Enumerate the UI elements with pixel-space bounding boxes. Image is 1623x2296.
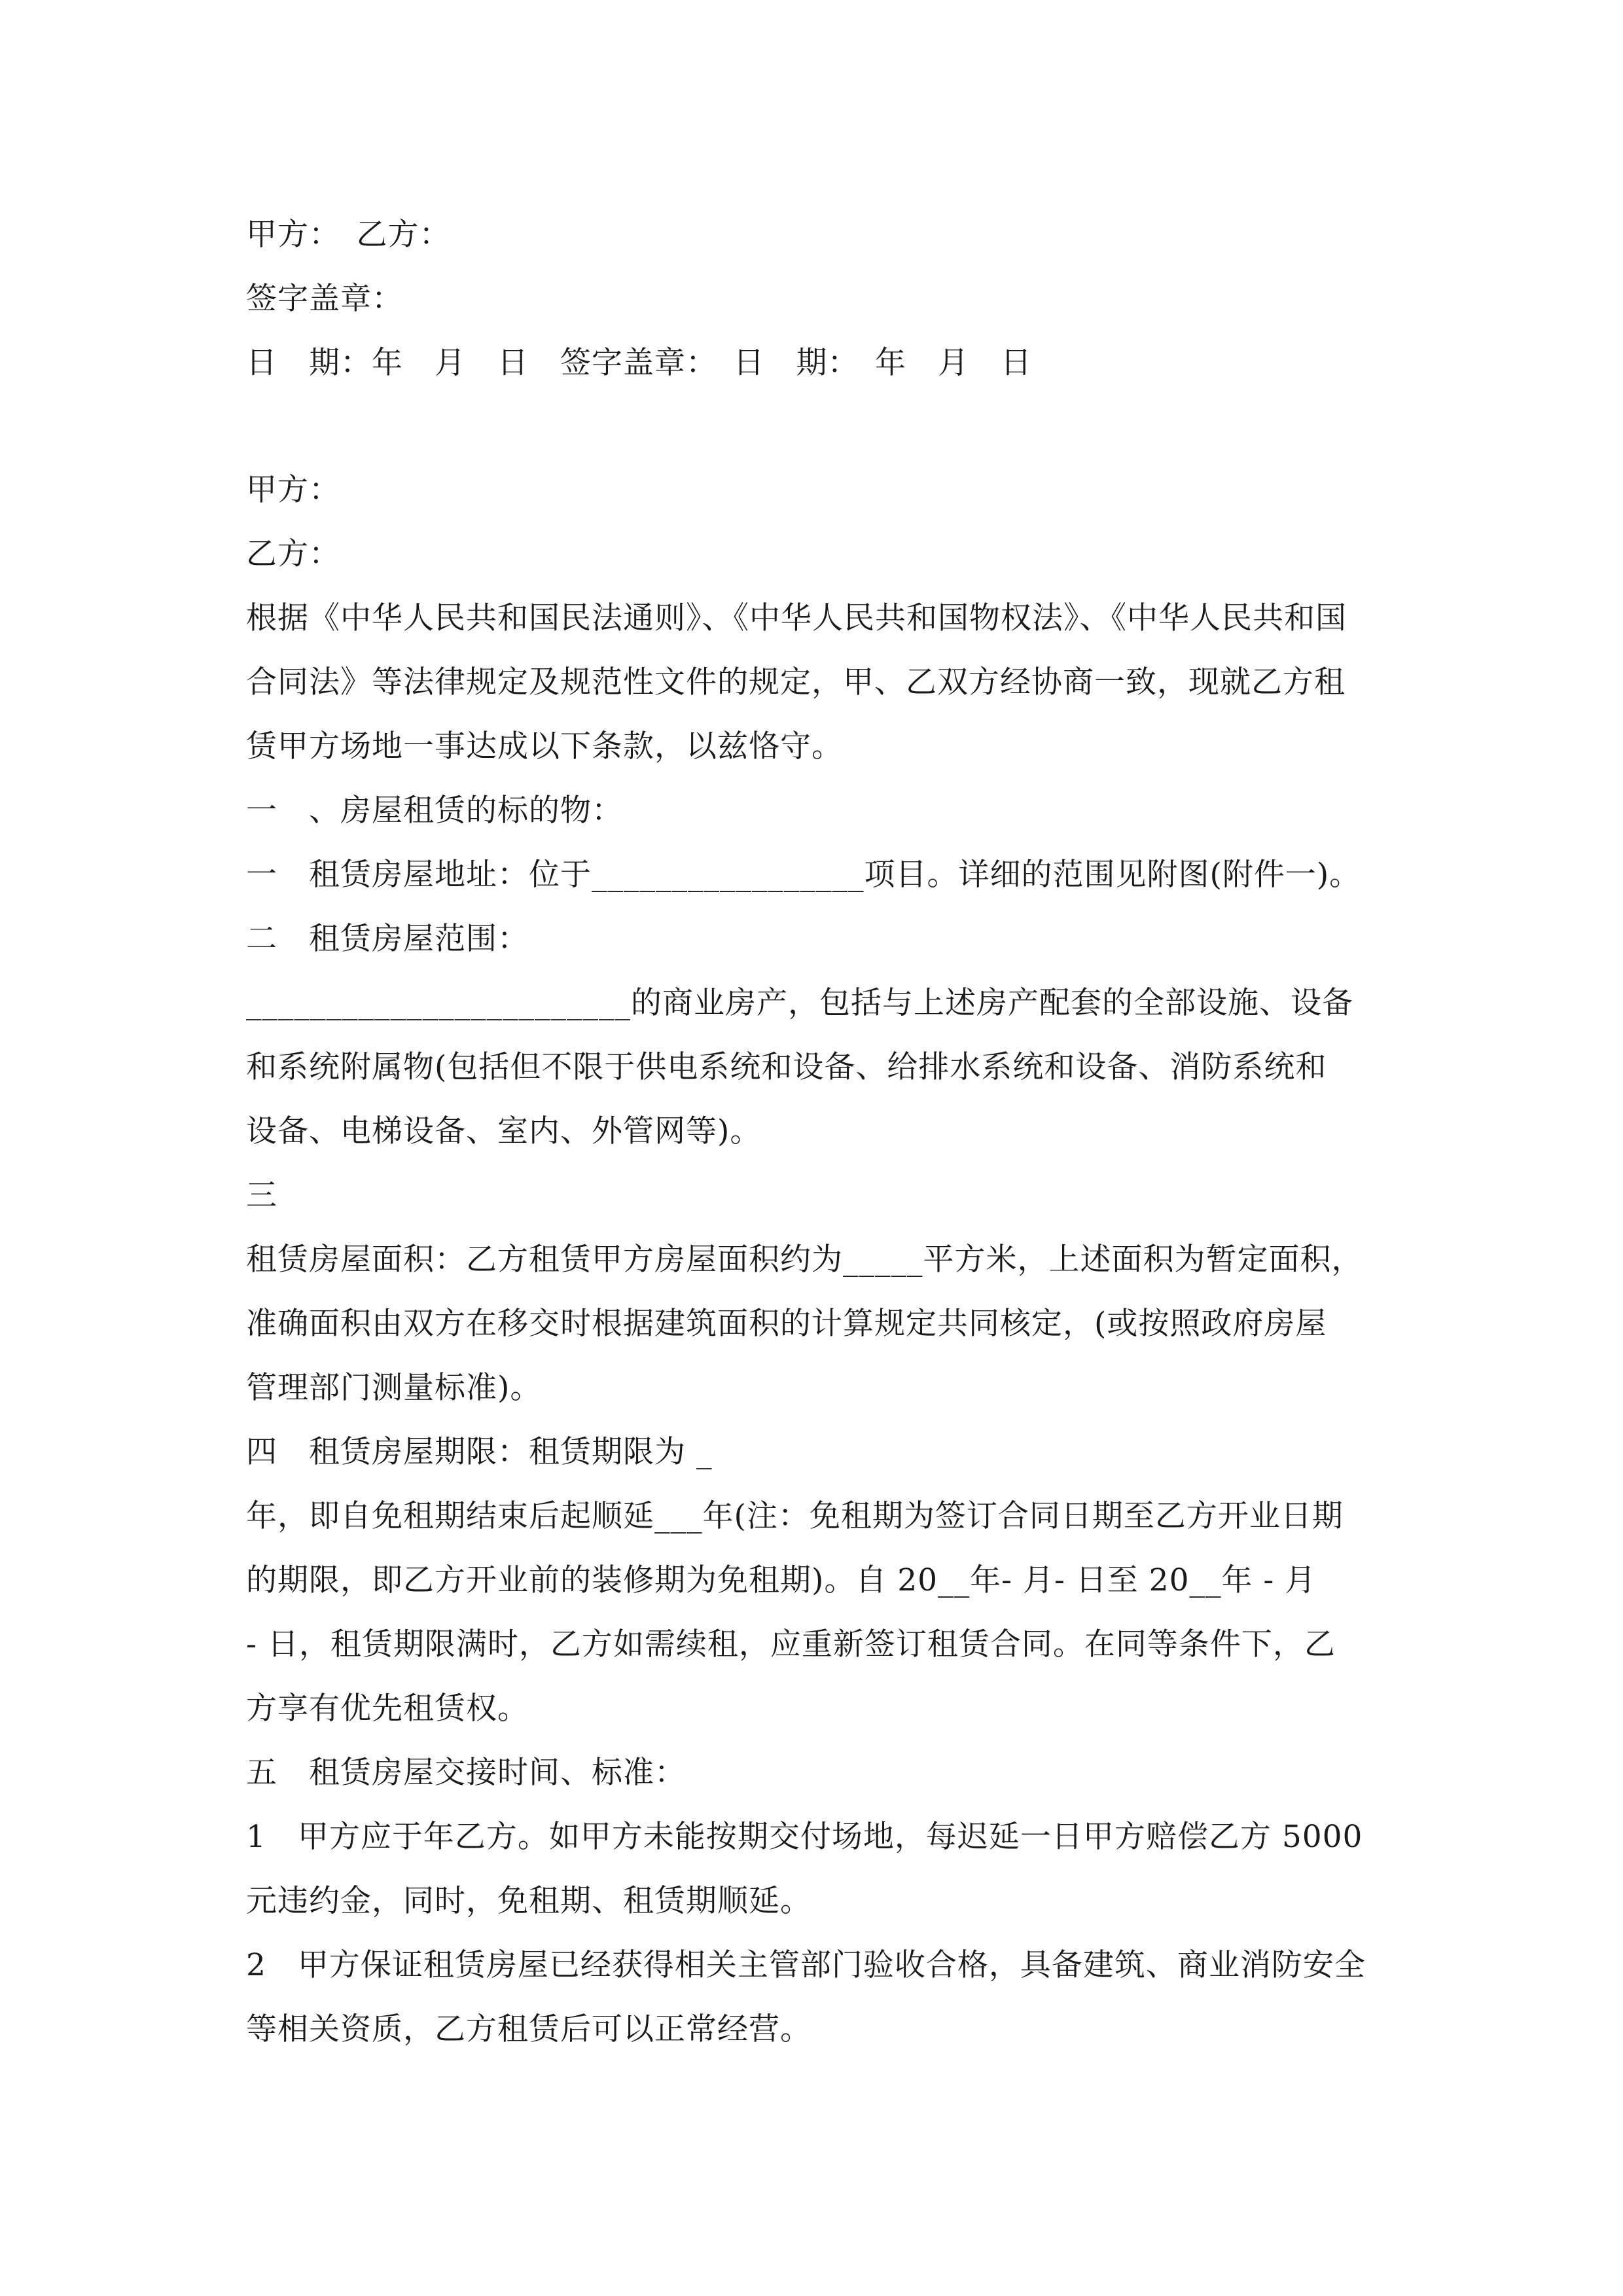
clause-term-heading: 四 租赁房屋期限：租赁期限为 _ [246,1434,713,1470]
clause-address: 一 租赁房屋地址：位于_________________项目。详细的范围见附图(附件一)。 [246,857,1361,893]
clause-handover-2-line: 2 甲方保证租赁房屋已经获得相关主管部门验收合格，具备建筑、商业消防安全 [246,1947,1366,1983]
preamble-line: 赁甲方场地一事达成以下条款，以兹恪守。 [246,728,843,764]
party-b-label: 乙方： [246,536,340,572]
signature-seal-line: 签字盖章： [246,281,403,317]
clause-term-line: 方享有优先租赁权。 [246,1691,529,1727]
clause-term-line: - 日，租赁期限满时，乙方如需续租，应重新签订租赁合同。在同等条件下，乙 [246,1626,1336,1662]
party-a-label: 甲方： [246,472,340,508]
preamble-line: 根据《中华人民共和国民法通则》、《中华人民共和国物权法》、《中华人民共和国 [246,600,1347,636]
section-heading: 一 、房屋租赁的标的物： [246,793,623,829]
clause-handover-1-line: 元违约金，同时，免租期、租赁期顺延。 [246,1883,812,1919]
clause-scope-line: 设备、电梯设备、室内、外管网等)。 [246,1113,762,1149]
clause-scope-line: 和系统附属物(包括但不限于供电系统和设备、给排水系统和设备、消防系统和 [246,1049,1327,1085]
clause-term-line: 的期限，即乙方开业前的装修期为免租期)。自 20__年- 月- 日至 20__年 - 月 [246,1562,1317,1598]
clause-scope-line: ________________________的商业房产，包括与上述房产配套的全部设施、设备 [246,985,1353,1021]
clause-area-line: 准确面积由双方在移交时根据建筑面积的计算规定共同核定，(或按照政府房屋 [246,1306,1327,1342]
clause-area-line: 租赁房屋面积：乙方租赁甲方房屋面积约为_____平方米，上述面积为暂定面积， [246,1242,1363,1278]
clause-handover-2-line: 等相关资质，乙方租赁后可以正常经营。 [246,2011,812,2047]
clause-handover-1-line: 1 甲方应于年乙方。如甲方未能按期交付场地，每迟延一日甲方赔偿乙方 5000 [246,1819,1363,1855]
signature-date-line: 日 期：年 月 日 签字盖章： 日 期： 年 月 日 [246,345,1032,381]
clause-scope-heading: 二 租赁房屋范围： [246,921,529,957]
clause-area-heading: 三 [246,1177,277,1213]
clause-term-line: 年，即自免租期结束后起顺延___年(注：免租期为签订合同日期至乙方开业日期 [246,1498,1344,1534]
clause-handover-heading: 五 租赁房屋交接时间、标准： [246,1755,686,1791]
clause-area-line: 管理部门测量标准)。 [246,1370,542,1406]
section-gap [246,395,1385,458]
signature-parties-line: 甲方： 乙方： [246,217,451,253]
preamble-line: 合同法》等法律规定及规范性文件的规定，甲、乙双方经协商一致，现就乙方租 [246,664,1346,700]
document-body [246,203,1385,2062]
